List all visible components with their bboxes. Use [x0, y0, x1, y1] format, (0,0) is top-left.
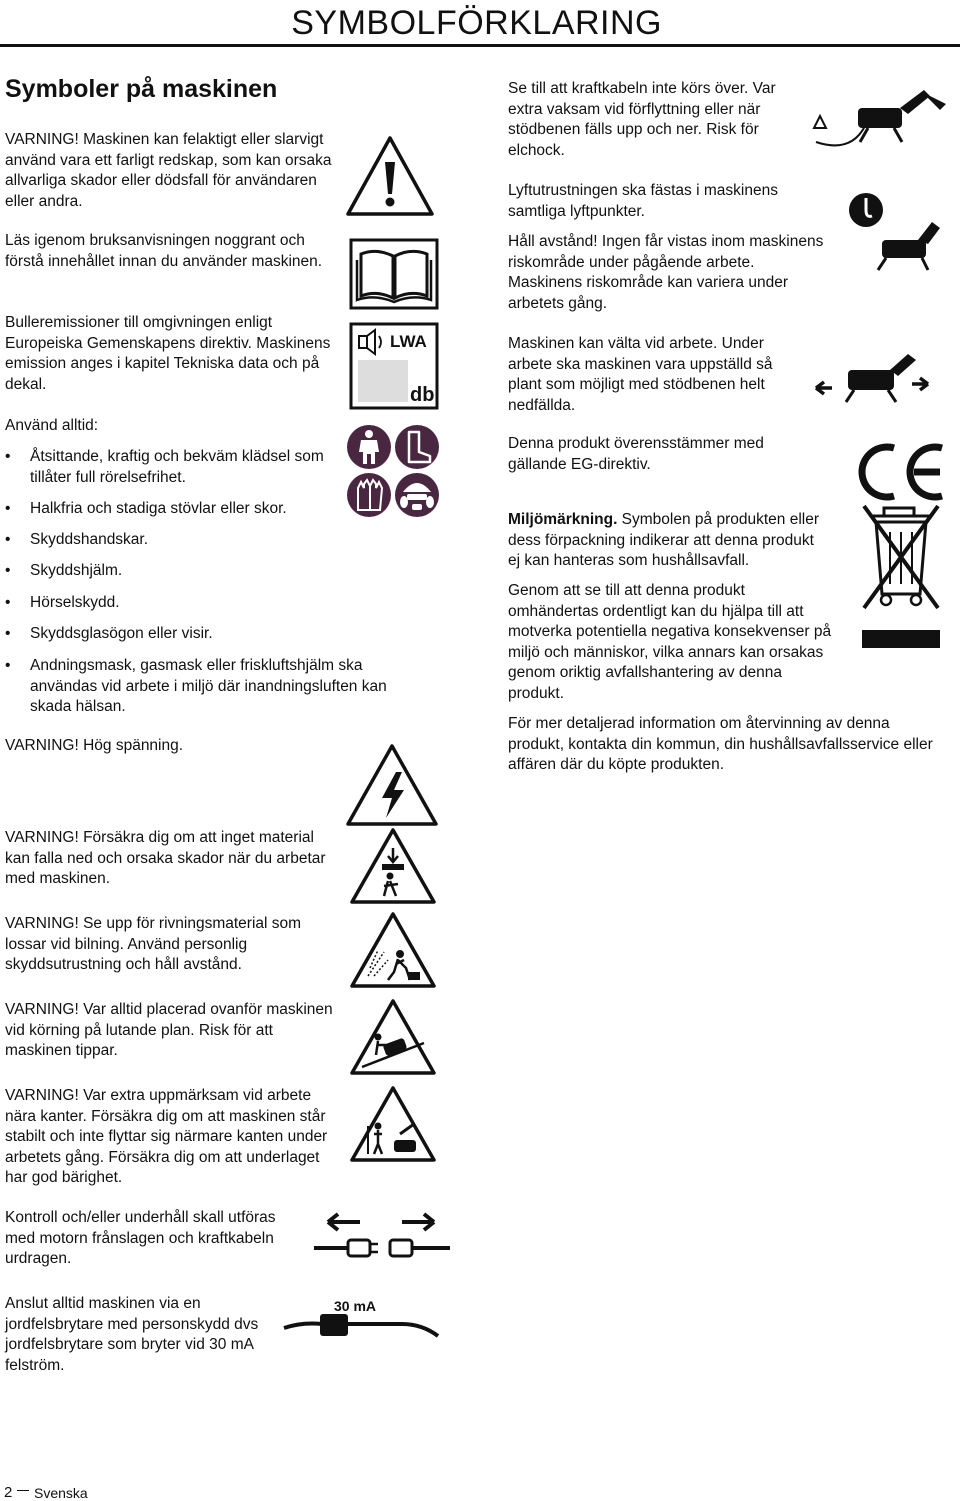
helmet-ear-eye-protection-icon	[394, 472, 440, 518]
noise-db-label: db	[410, 384, 435, 406]
list-item: Halkfria och stadiga stövlar eller skor.	[30, 500, 287, 517]
high-voltage-icon	[344, 742, 440, 828]
bullet-dot: •	[5, 500, 11, 517]
cable-text: Se till att kraftkabeln inte körs över. Var extra vaksam vid förflyttning eller när stödbenen fälls upp och ner. Risk för elchock.	[508, 80, 776, 159]
bullet-dot: •	[5, 562, 11, 579]
rcd-text: Anslut alltid maskinen via en jordfelsbrytare med personskydd dvs jordfelsbrytare som bryter vid 30 mA felström.	[5, 1295, 259, 1374]
rcd-label: 30 mA	[334, 1298, 377, 1314]
page-title: SYMBOLFÖRKLARING	[291, 4, 662, 42]
cable-run-over-icon	[812, 84, 958, 160]
lifting-hook-icon	[848, 184, 948, 274]
high-voltage-text: VARNING! Hög spänning.	[5, 737, 184, 754]
environment-text: Symbolen på produkten eller dess förpackning indikerar att denna produkt ej kan hanteras som hushållsavfall.	[508, 511, 819, 569]
bullet-dot: •	[5, 625, 11, 642]
slope-text: VARNING! Var alltid placerad ovanför maskinen vid körning på lutande plan. Risk för att maskinen tippar.	[5, 1001, 333, 1059]
tipping-text: Maskinen kan välta vid arbete. Under arbete ska maskinen vara uppställd så plant som möjligt med stödbenen helt nedfällda.	[508, 335, 773, 414]
environment-text-2: Genom att se till att denna produkt omhändertas ordentligt kan du hjälpa till att motverka potentiella negativa konsekvenser på miljö och människor, vilka annars kan orsakas genom oriktig avfallshantering av denna produkt.	[508, 582, 832, 702]
distance-text: Håll avstånd! Ingen får vistas inom maskinens riskområde under pågående arbete. Maskinens riskområde kan variera under arbetets gång.	[508, 233, 824, 312]
noise-text: Bulleremissioner till omgivningen enligt Europeiska Gemenskapens direktiv. Maskinens emission anges i kapitel Tekniska data och på dekal.	[5, 314, 331, 393]
manual-book-icon	[349, 238, 439, 310]
rcd-icon	[282, 1300, 442, 1360]
section-heading: Symboler på maskinen	[5, 75, 278, 103]
header-rule	[0, 44, 960, 47]
warning-triangle-icon	[344, 134, 436, 218]
falling-material-text: VARNING! Försäkra dig om att inget material kan falla ned och orsaka skador när du arbetar med maskinen.	[5, 829, 326, 887]
page-number: 2	[4, 1484, 13, 1501]
ce-mark-icon	[850, 440, 946, 504]
falling-object-icon	[348, 826, 438, 906]
always-use-text: Använd alltid:	[5, 417, 99, 434]
warning-misuse-text: VARNING! Maskinen kan felaktigt eller slarvigt använd vara ett farligt redskap, som kan orsaka allvarliga skador eller dödsfall för användaren eller andra.	[5, 131, 332, 210]
noise-lwa-label: LWA	[390, 332, 427, 351]
bullet-dot: •	[5, 657, 11, 674]
list-item: Åtsittande, kraftig och bekväm klädsel som tillåter full rörelsefrihet.	[30, 448, 324, 486]
maintenance-text: Kontroll och/eller underhåll skall utföras med motorn frånslagen och kraftkabeln urdragen.	[5, 1209, 276, 1267]
footer-language: Svenska	[34, 1485, 88, 1501]
demolition-text: VARNING! Se upp för rivningsmaterial som lossar vid bilning. Använd personlig skyddsutrustning och håll avstånd.	[5, 915, 302, 973]
protective-clothing-icon	[346, 424, 392, 470]
edge-warning-icon	[348, 1084, 438, 1164]
flying-debris-icon	[348, 910, 438, 990]
environment-text-3: För mer detaljerad information om återvinning av denna produkt, kontakta din kommun, din hushållsavfallsservice eller affären där du köpte produkten.	[508, 715, 933, 773]
slope-tipping-icon	[348, 997, 438, 1077]
list-item: Skyddshjälm.	[30, 562, 123, 579]
noise-label-icon	[349, 322, 439, 410]
disconnect-plug-icon	[312, 1210, 452, 1270]
bullet-dot: •	[5, 594, 11, 611]
lifting-text: Lyftutrustningen ska fästas i maskinens samtliga lyftpunkter.	[508, 182, 778, 220]
bullet-dot: •	[5, 448, 11, 465]
read-manual-text: Läs igenom bruksanvisningen noggrant och förstå innehållet innan du använder maskinen.	[5, 232, 323, 270]
boots-icon	[394, 424, 440, 470]
bullet-dot: •	[5, 531, 11, 548]
footer-dash	[17, 1490, 29, 1491]
list-item: Andningsmask, gasmask eller friskluftshjälm ska användas vid arbete i miljö där inandningsluften kan skada hälsan.	[30, 657, 387, 715]
edges-text: VARNING! Var extra uppmärksam vid arbete nära kanter. Försäkra dig om att maskinen står stabilt och inte flyttar sig närmare kanten under arbetets gång. Försäkra dig om att underlaget har god bärighet.	[5, 1087, 328, 1186]
ce-text: Denna produkt överensstämmer med gällande EG-direktiv.	[508, 435, 764, 473]
weee-bin-icon	[858, 496, 944, 652]
list-item: Skyddsglasögon eller visir.	[30, 625, 213, 642]
tipping-risk-icon	[812, 346, 942, 406]
gloves-icon	[346, 472, 392, 518]
list-item: Hörselskydd.	[30, 594, 120, 611]
list-item: Skyddshandskar.	[30, 531, 149, 548]
environment-heading: Miljömärkning.	[508, 511, 618, 528]
